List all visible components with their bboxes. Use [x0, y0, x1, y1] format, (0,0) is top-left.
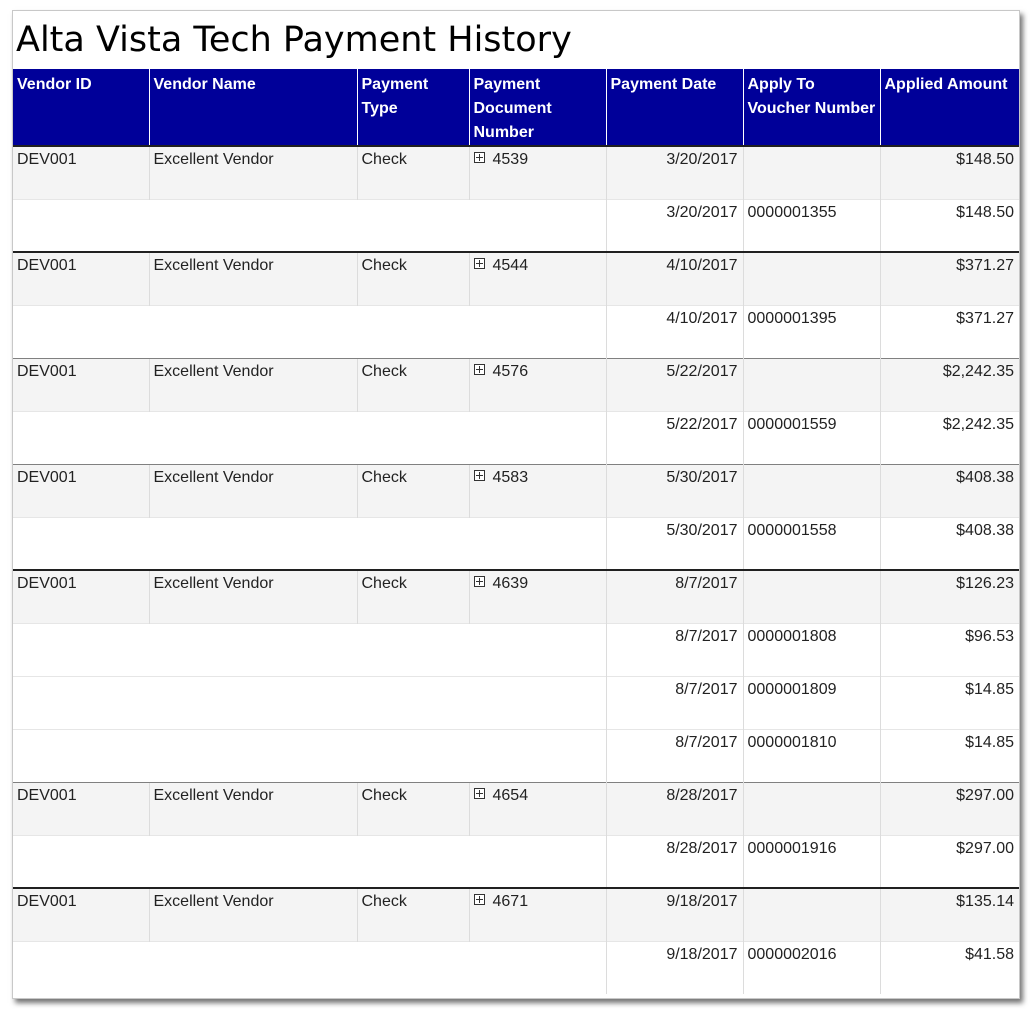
- payment-date-cell: 4/10/2017: [606, 252, 743, 305]
- vendor-id-cell: DEV001: [13, 358, 149, 411]
- voucher-number-cell: [743, 146, 880, 199]
- column-header-vendor-name[interactable]: Vendor Name: [149, 69, 357, 146]
- payment-document-number: 4639: [492, 575, 529, 592]
- payment-date-cell: 5/30/2017: [606, 464, 743, 517]
- applied-amount-cell: $126.23: [880, 570, 1019, 623]
- application-detail-row: [13, 199, 1019, 252]
- vendor-id-cell: DEV001: [13, 782, 149, 835]
- blank-cell: [13, 623, 606, 676]
- expand-plus-icon[interactable]: [474, 470, 485, 481]
- payment-document-number-cell: [469, 146, 606, 199]
- payment-row[interactable]: [13, 358, 1019, 411]
- payment-document-number: 4654: [492, 786, 529, 804]
- vendor-name-cell: Excellent Vendor: [149, 570, 357, 623]
- column-header-vendor-id[interactable]: Vendor ID: [13, 69, 149, 146]
- application-detail-row: [13, 411, 1019, 464]
- payment-type-cell: Check: [357, 888, 469, 941]
- blank-cell: [13, 729, 606, 782]
- payment-type-cell: Check: [357, 146, 469, 199]
- expand-plus-icon[interactable]: [474, 576, 485, 587]
- application-amount-cell: $41.58: [880, 941, 1019, 994]
- payment-history-table: [13, 69, 1019, 994]
- applied-amount-cell: $135.14: [880, 888, 1019, 941]
- payment-row[interactable]: [13, 888, 1019, 941]
- voucher-number-cell: 0000001395: [743, 305, 880, 358]
- payment-date-cell: 8/7/2017: [606, 570, 743, 623]
- vendor-name-cell: Excellent Vendor: [149, 358, 357, 411]
- voucher-number-cell: 0000001355: [743, 199, 880, 252]
- voucher-number-cell: [743, 888, 880, 941]
- voucher-number-cell: 0000002016: [743, 941, 880, 994]
- vendor-id-cell: DEV001: [13, 570, 149, 623]
- payment-row[interactable]: [13, 570, 1019, 623]
- application-date-cell: 3/20/2017: [606, 199, 743, 252]
- payment-document-number: 4576: [492, 362, 529, 380]
- application-amount-cell: $14.85: [880, 729, 1019, 782]
- vendor-id-cell: DEV001: [13, 252, 149, 305]
- application-amount-cell: $371.27: [880, 305, 1019, 358]
- application-date-cell: 8/7/2017: [606, 623, 743, 676]
- blank-cell: [13, 676, 606, 729]
- application-date-cell: 8/7/2017: [606, 676, 743, 729]
- application-date-cell: 4/10/2017: [606, 305, 743, 358]
- voucher-number-cell: 0000001809: [743, 676, 880, 729]
- blank-cell: [13, 411, 606, 464]
- applied-amount-cell: $2,242.35: [880, 358, 1019, 411]
- payment-type-cell: Check: [357, 358, 469, 411]
- vendor-name-cell: Excellent Vendor: [149, 146, 357, 199]
- application-amount-cell: $2,242.35: [880, 411, 1019, 464]
- blank-cell: [13, 941, 606, 994]
- payment-document-number-cell: [469, 570, 606, 623]
- voucher-number-cell: [743, 358, 880, 411]
- payment-type-cell: Check: [357, 570, 469, 623]
- column-header-payment-date[interactable]: Payment Date: [606, 69, 743, 146]
- payment-date-cell: 5/22/2017: [606, 358, 743, 411]
- application-amount-cell: $297.00: [880, 835, 1019, 888]
- column-header-payment-type[interactable]: Payment Type: [357, 69, 469, 146]
- blank-cell: [13, 199, 606, 252]
- voucher-number-cell: 0000001808: [743, 623, 880, 676]
- column-header-payment-document-number[interactable]: Payment Document Number: [469, 69, 606, 146]
- application-detail-row: [13, 517, 1019, 570]
- payment-type-cell: Check: [357, 252, 469, 305]
- application-date-cell: 5/30/2017: [606, 517, 743, 570]
- column-header-applied-amount[interactable]: Applied Amount: [880, 69, 1019, 146]
- vendor-name-cell: Excellent Vendor: [149, 252, 357, 305]
- payment-row[interactable]: [13, 464, 1019, 517]
- vendor-id-cell: DEV001: [13, 146, 149, 199]
- payment-date-cell: 8/28/2017: [606, 782, 743, 835]
- payment-document-number-cell: [469, 358, 606, 411]
- voucher-number-cell: 0000001810: [743, 729, 880, 782]
- report-title: Alta Vista Tech Payment History: [16, 20, 572, 60]
- expand-plus-icon[interactable]: [474, 364, 485, 375]
- expand-plus-icon[interactable]: [474, 258, 485, 269]
- expand-plus-icon[interactable]: [474, 788, 485, 799]
- expand-plus-icon[interactable]: [474, 894, 485, 905]
- voucher-number-cell: [743, 252, 880, 305]
- application-amount-cell: $14.85: [880, 676, 1019, 729]
- payment-document-number: 4583: [492, 468, 529, 486]
- applied-amount-cell: $148.50: [880, 146, 1019, 199]
- table-body: [13, 146, 1019, 994]
- vendor-id-cell: DEV001: [13, 888, 149, 941]
- payment-row[interactable]: [13, 782, 1019, 835]
- application-date-cell: 9/18/2017: [606, 941, 743, 994]
- voucher-number-cell: 0000001916: [743, 835, 880, 888]
- table-header-row: [13, 69, 1019, 146]
- payment-document-number-cell: [469, 252, 606, 305]
- payment-document-number-cell: [469, 888, 606, 941]
- application-detail-row: [13, 729, 1019, 782]
- payment-type-cell: Check: [357, 464, 469, 517]
- payment-row[interactable]: [13, 252, 1019, 305]
- application-amount-cell: $408.38: [880, 517, 1019, 570]
- vendor-id-cell: DEV001: [13, 464, 149, 517]
- expand-plus-icon[interactable]: [474, 152, 485, 163]
- application-date-cell: 8/28/2017: [606, 835, 743, 888]
- application-detail-row: [13, 941, 1019, 994]
- application-amount-cell: $148.50: [880, 199, 1019, 252]
- application-date-cell: 5/22/2017: [606, 411, 743, 464]
- payment-row[interactable]: [13, 146, 1019, 199]
- payment-document-number: 4539: [492, 151, 529, 168]
- application-detail-row: [13, 835, 1019, 888]
- payment-document-number: 4671: [492, 893, 529, 910]
- blank-cell: [13, 305, 606, 358]
- applied-amount-cell: $297.00: [880, 782, 1019, 835]
- application-detail-row: [13, 305, 1019, 358]
- vendor-name-cell: Excellent Vendor: [149, 888, 357, 941]
- blank-cell: [13, 835, 606, 888]
- voucher-number-cell: 0000001558: [743, 517, 880, 570]
- payment-type-cell: Check: [357, 782, 469, 835]
- voucher-number-cell: 0000001559: [743, 411, 880, 464]
- vendor-name-cell: Excellent Vendor: [149, 464, 357, 517]
- payment-document-number-cell: [469, 464, 606, 517]
- column-header-apply-to-voucher-number[interactable]: Apply To Voucher Number: [743, 69, 880, 146]
- application-detail-row: [13, 676, 1019, 729]
- payment-date-cell: 9/18/2017: [606, 888, 743, 941]
- vendor-name-cell: Excellent Vendor: [149, 782, 357, 835]
- application-amount-cell: $96.53: [880, 623, 1019, 676]
- payment-document-number: 4544: [492, 257, 529, 274]
- payment-date-cell: 3/20/2017: [606, 146, 743, 199]
- report-frame: [12, 10, 1020, 999]
- payment-document-number-cell: [469, 782, 606, 835]
- voucher-number-cell: [743, 782, 880, 835]
- application-date-cell: 8/7/2017: [606, 729, 743, 782]
- blank-cell: [13, 517, 606, 570]
- applied-amount-cell: $408.38: [880, 464, 1019, 517]
- voucher-number-cell: [743, 570, 880, 623]
- applied-amount-cell: $371.27: [880, 252, 1019, 305]
- application-detail-row: [13, 623, 1019, 676]
- voucher-number-cell: [743, 464, 880, 517]
